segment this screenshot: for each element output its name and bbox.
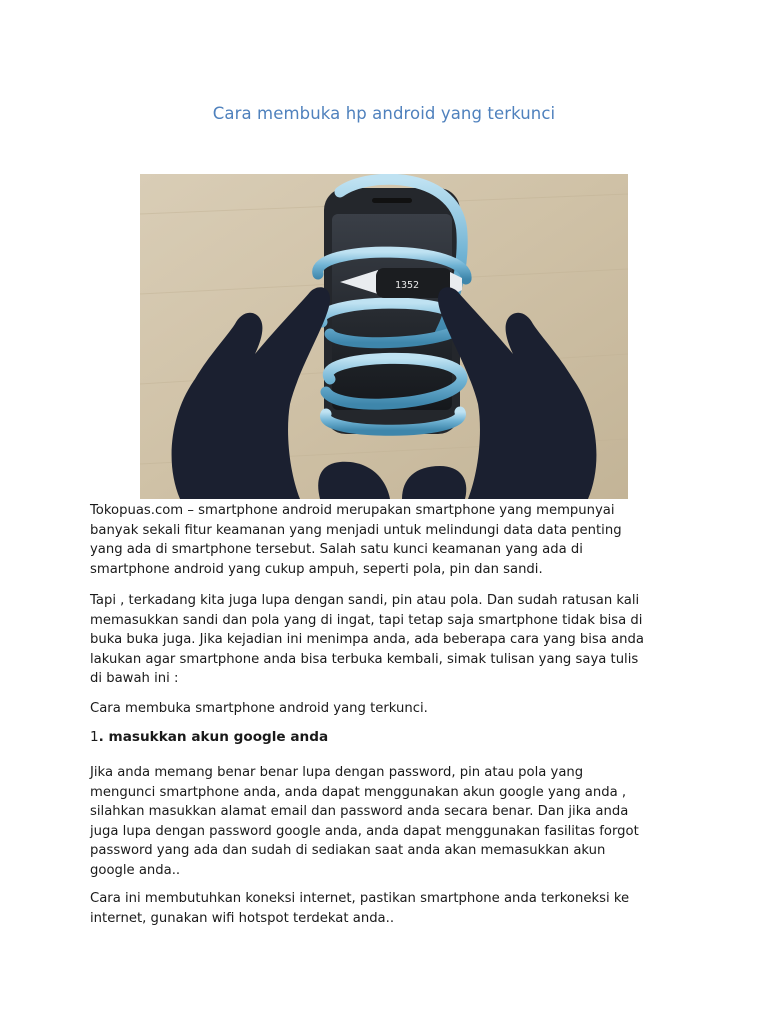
page-title: Cara membuka hp android yang terkunci (212, 104, 556, 123)
text-line: banyak sekali fitur keamanan yang menjadi untuk melindungi data data penting (90, 522, 622, 538)
internet-paragraph (90, 889, 680, 928)
text-line: di bawah ini : (90, 671, 179, 687)
section-heading (90, 729, 328, 745)
section-number: 1 (90, 729, 99, 745)
text-line: smartphone android yang cukup ampuh, seperti pola, pin dan sandi. (90, 561, 543, 577)
google-account-paragraph (90, 763, 680, 881)
problem-paragraph (90, 591, 680, 689)
text-line: silahkan masukkan alamat email dan password anda secara benar. Dan jika anda (90, 804, 629, 820)
section-heading-text: . masukkan akun google anda (98, 729, 329, 745)
subtitle-paragraph (90, 699, 680, 719)
text-line: lakukan agar smartphone anda bisa terbuka kembali, simak tulisan yang saya tulis (90, 651, 639, 667)
text-line: google anda.. (90, 862, 181, 878)
text-line: Tapi , terkadang kita juga lupa dengan sandi, pin atau pola. Dan sudah ratusan kali (90, 593, 640, 608)
text-line: Tokopuas.com – smartphone android merupakan smartphone yang mempunyai (90, 503, 615, 518)
lock-code-text: 1352 (395, 280, 420, 291)
text-line: password yang ada dan sudah di sediakan saat anda akan memasukkan akun (90, 843, 606, 859)
text-line: memasukkan sandi dan pola yang di ingat, tapi tetap saja smartphone tidak bisa di (90, 612, 643, 628)
text-line: Cara ini membutuhkan koneksi internet, pastikan smartphone anda terkoneksi ke (90, 891, 630, 906)
text-line: yang ada di smartphone tersebut. Salah satu kunci keamanan yang ada di (90, 542, 583, 558)
text-line: buka buka juga. Jika kejadian ini menimpa anda, ada beberapa cara yang bisa anda (90, 632, 644, 648)
intro-paragraph (90, 501, 680, 579)
text-line: mengunci smartphone anda, anda dapat menggunakan akun google yang anda , (90, 784, 627, 800)
text-line: internet, gunakan wifi hotspot terdekat anda.. (90, 910, 395, 926)
text-line: Cara membuka smartphone android yang terkunci. (90, 701, 428, 716)
text-line: juga lupa dengan password google anda, anda dapat menggunakan fasilitas forgot (90, 823, 639, 839)
locked-smartphone-photo (140, 174, 628, 499)
text-line: Jika anda memang benar benar lupa dengan password, pin atau pola yang (90, 765, 584, 780)
